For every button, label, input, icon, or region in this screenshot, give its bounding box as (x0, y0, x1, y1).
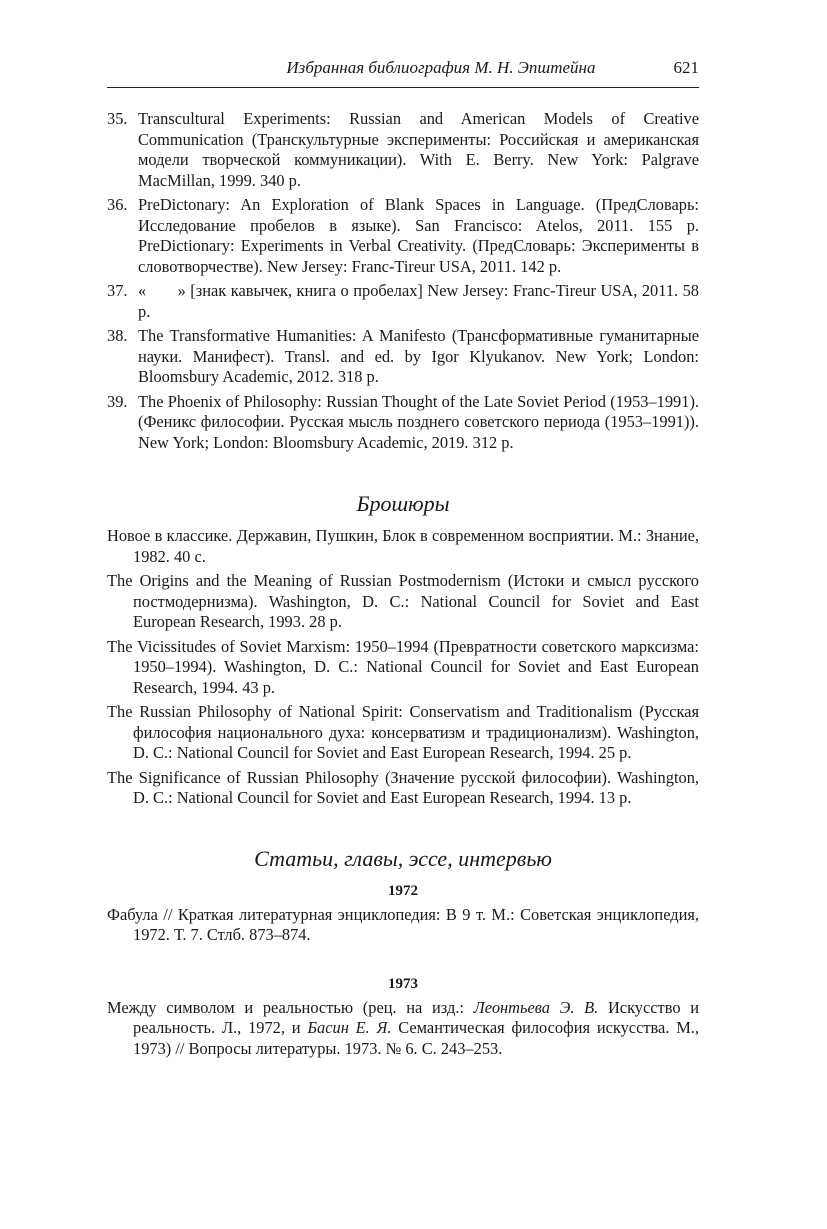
author-name: Леонтьева Э. В. (473, 997, 599, 1017)
brochures-list (107, 526, 699, 809)
article-text: Семантическая философия искусства. М., 1973) // Вопросы литературы. 1973. № 6. С. 243–253. (133, 1018, 700, 1058)
section-title-articles: Статьи, главы, эссе, интервью (254, 845, 552, 871)
running-head (107, 58, 699, 88)
running-head-title: Избранная библиография М. Н. Эпштейна (286, 58, 596, 77)
entry-number: 35. (107, 109, 128, 128)
page-number: 621 (673, 58, 699, 77)
book-entry-37 (107, 281, 704, 322)
article-text: Искусство и реальность. Л., 1972, и (133, 997, 700, 1037)
brochure-entry: The Significance of Russian Philosophy (Значение русской философии). Washington, D. C.: National Council for Soviet and East European Research, 1994. 13 p. (107, 767, 699, 807)
year-heading-1972: 1972 (388, 882, 418, 899)
section-title-brochures: Брошюры (356, 491, 450, 516)
entry-text: The Transformative Humanities: A Manifesto (Трансформативные гуманитарные науки. Манифест). Transl. and ed. by Igor Klyukanov. New York; London: Bloomsbury Academic, 2012. 318 p. (138, 326, 699, 386)
book-entry-38 (107, 326, 699, 388)
article-entry: Фабула // Краткая литературная энциклопедия: В 9 т. М.: Советская энциклопедия, 1972. Т. 7. Стлб. 873–874. (107, 904, 699, 944)
entry-text: « » [знак кавычек, книга о пробелах] New Jersey: Franc-Tireur USA, 2011. 58 p. (138, 281, 704, 321)
books-list (107, 109, 704, 453)
article-entry (107, 998, 699, 1060)
brochure-entry: The Russian Philosophy of National Spirit: Conservatism and Traditionalism (Русская философия национального духа: консерватизм и традиционализм). Washington, D. C.: National Council for Soviet and East European Research, 1994. 25 p. (107, 702, 699, 762)
entry-text: PreDictonary: An Exploration of Blank Spaces in Language. (ПредСловарь: Исследование пробелов в языке). San Francisco: Atelos, 2011. 155 p. PreDictionary: Experiments in Verbal Creativity. (ПредСловарь: Эксперименты в словотворчестве). New Jersey: Franc-Tireur USA, 2011. 142 p. (138, 195, 699, 276)
entry-number: 39. (107, 391, 128, 411)
author-name: Басин Е. Я. (307, 1018, 392, 1037)
brochure-entry: The Vicissitudes of Soviet Marxism: 1950–1994 (Превратности советского марксизма: 1950–1994). Washington, D. C.: National Council for Soviet and East European Research, 1994. 43 p. (107, 636, 699, 697)
book-entry-36 (107, 195, 699, 277)
page (107, 58, 704, 1063)
brochure-entry: Новое в классике. Державин, Пушкин, Блок в современном восприятии. М.: Знание, 1982. 40 с. (107, 526, 699, 566)
book-entry-39 (107, 392, 699, 454)
entry-text: Transcultural Experiments: Russian and American Models of Creative Communication (Транскультурные эксперименты: Российская и американская модели творческой коммуникации). With E. Berry. New York: Palgrave MacMillan, 1999. 340 p. (138, 109, 699, 190)
brochure-entry: The Origins and the Meaning of Russian Postmodernism (Истоки и смысл русского постмодернизма). Washington, D. C.: National Council for Soviet and East European Research, 1993. 28 p. (107, 571, 699, 631)
entry-number: 36. (107, 195, 128, 214)
entry-number: 37. (107, 281, 128, 300)
book-entry-35 (107, 109, 699, 191)
year-heading-1973: 1973 (388, 975, 418, 992)
entry-text: The Phoenix of Philosophy: Russian Thought of the Late Soviet Period (1953–1991). (Феникс философии. Русская мысль позднего советского периода (1953–1991)). New York; London: Bloomsbury Academic, 2019. 312 p. (138, 391, 699, 452)
article-text: Между символом и реальностью (рец. на изд.: (107, 997, 474, 1017)
entry-number: 38. (107, 326, 128, 345)
